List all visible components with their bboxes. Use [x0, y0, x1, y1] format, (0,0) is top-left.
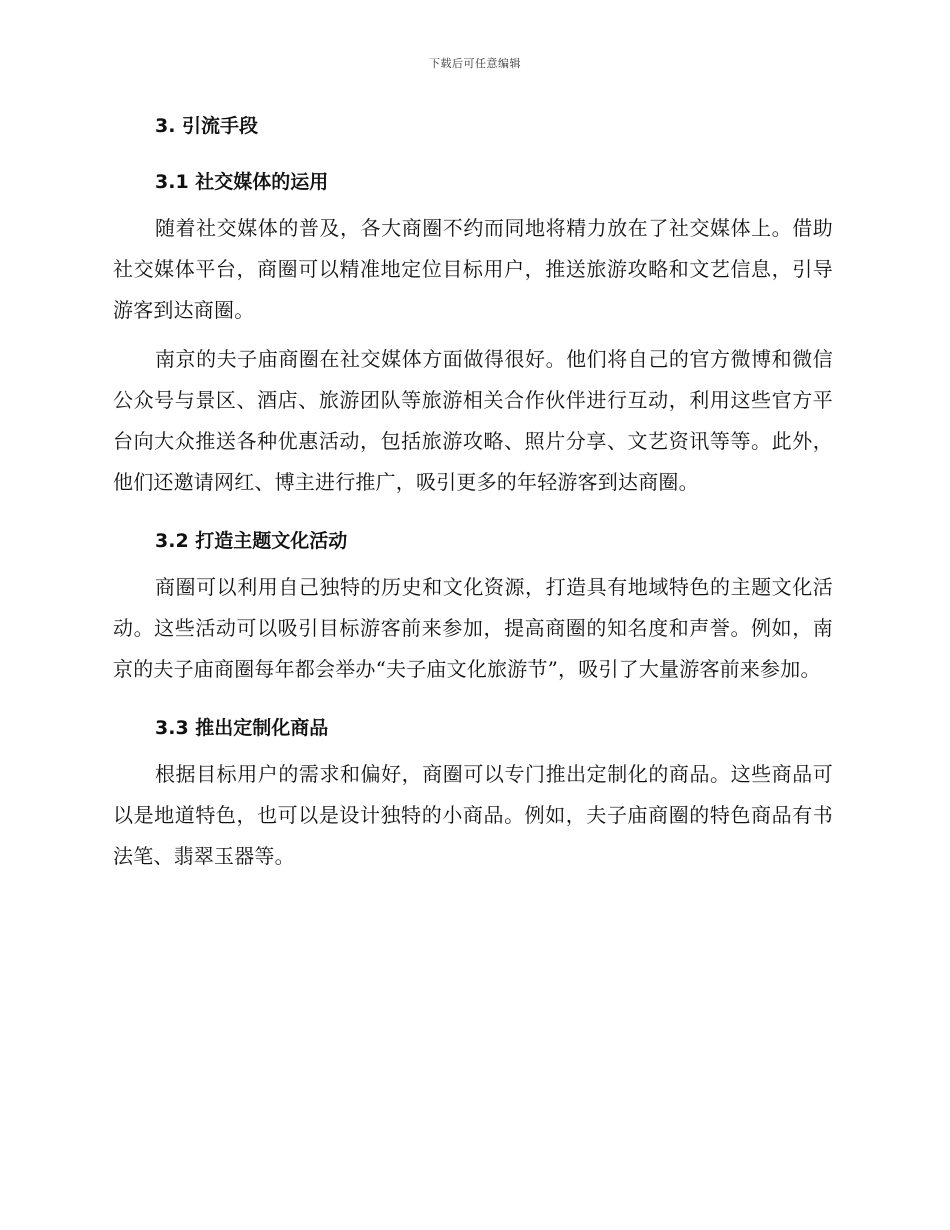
page-header: 下载后可任意编辑	[429, 57, 521, 70]
document-body	[113, 108, 833, 877]
section-heading: 3. 引流手段	[155, 115, 259, 137]
paragraph: 商圈可以利用自己独特的历史和文化资源，打造具有地域特色的主题文化活动。这些活动可以吸引目标游客前来参加，提高商圈的知名度和声誉。例如，南京的夫子庙商圈每年都会举办“夫子庙文化旅游节”，吸引了大量游客前来参加。	[113, 575, 833, 681]
paragraph: 根据目标用户的需求和偏好，商圈可以专门推出定制化的商品。这些商品可以是地道特色，也可以是设计独特的小商品。例如，夫子庙商圈的特色商品有书法笔、翡翠玉器等。	[113, 762, 833, 868]
subsection-heading-3-1: 3.1 社交媒体的运用	[155, 171, 329, 193]
paragraph: 南京的夫子庙商圈在社交媒体方面做得很好。他们将自己的官方微博和微信公众号与景区、酒店、旅游团队等旅游相关合作伙伴进行互动，利用这些官方平台向大众推送各种优惠活动，包括旅游攻略、照片分享、文艺资讯等等。此外，他们还邀请网红、博主进行推广，吸引更多的年轻游客到达商圈。	[113, 347, 833, 494]
subsection-heading-3-2: 3.2 打造主题文化活动	[155, 530, 348, 552]
subsection-heading-3-3: 3.3 推出定制化商品	[155, 717, 329, 739]
paragraph: 随着社交媒体的普及，各大商圈不约而同地将精力放在了社交媒体上。借助社交媒体平台，商圈可以精准地定位目标用户，推送旅游攻略和文艺信息，引导游客到达商圈。	[113, 216, 833, 322]
